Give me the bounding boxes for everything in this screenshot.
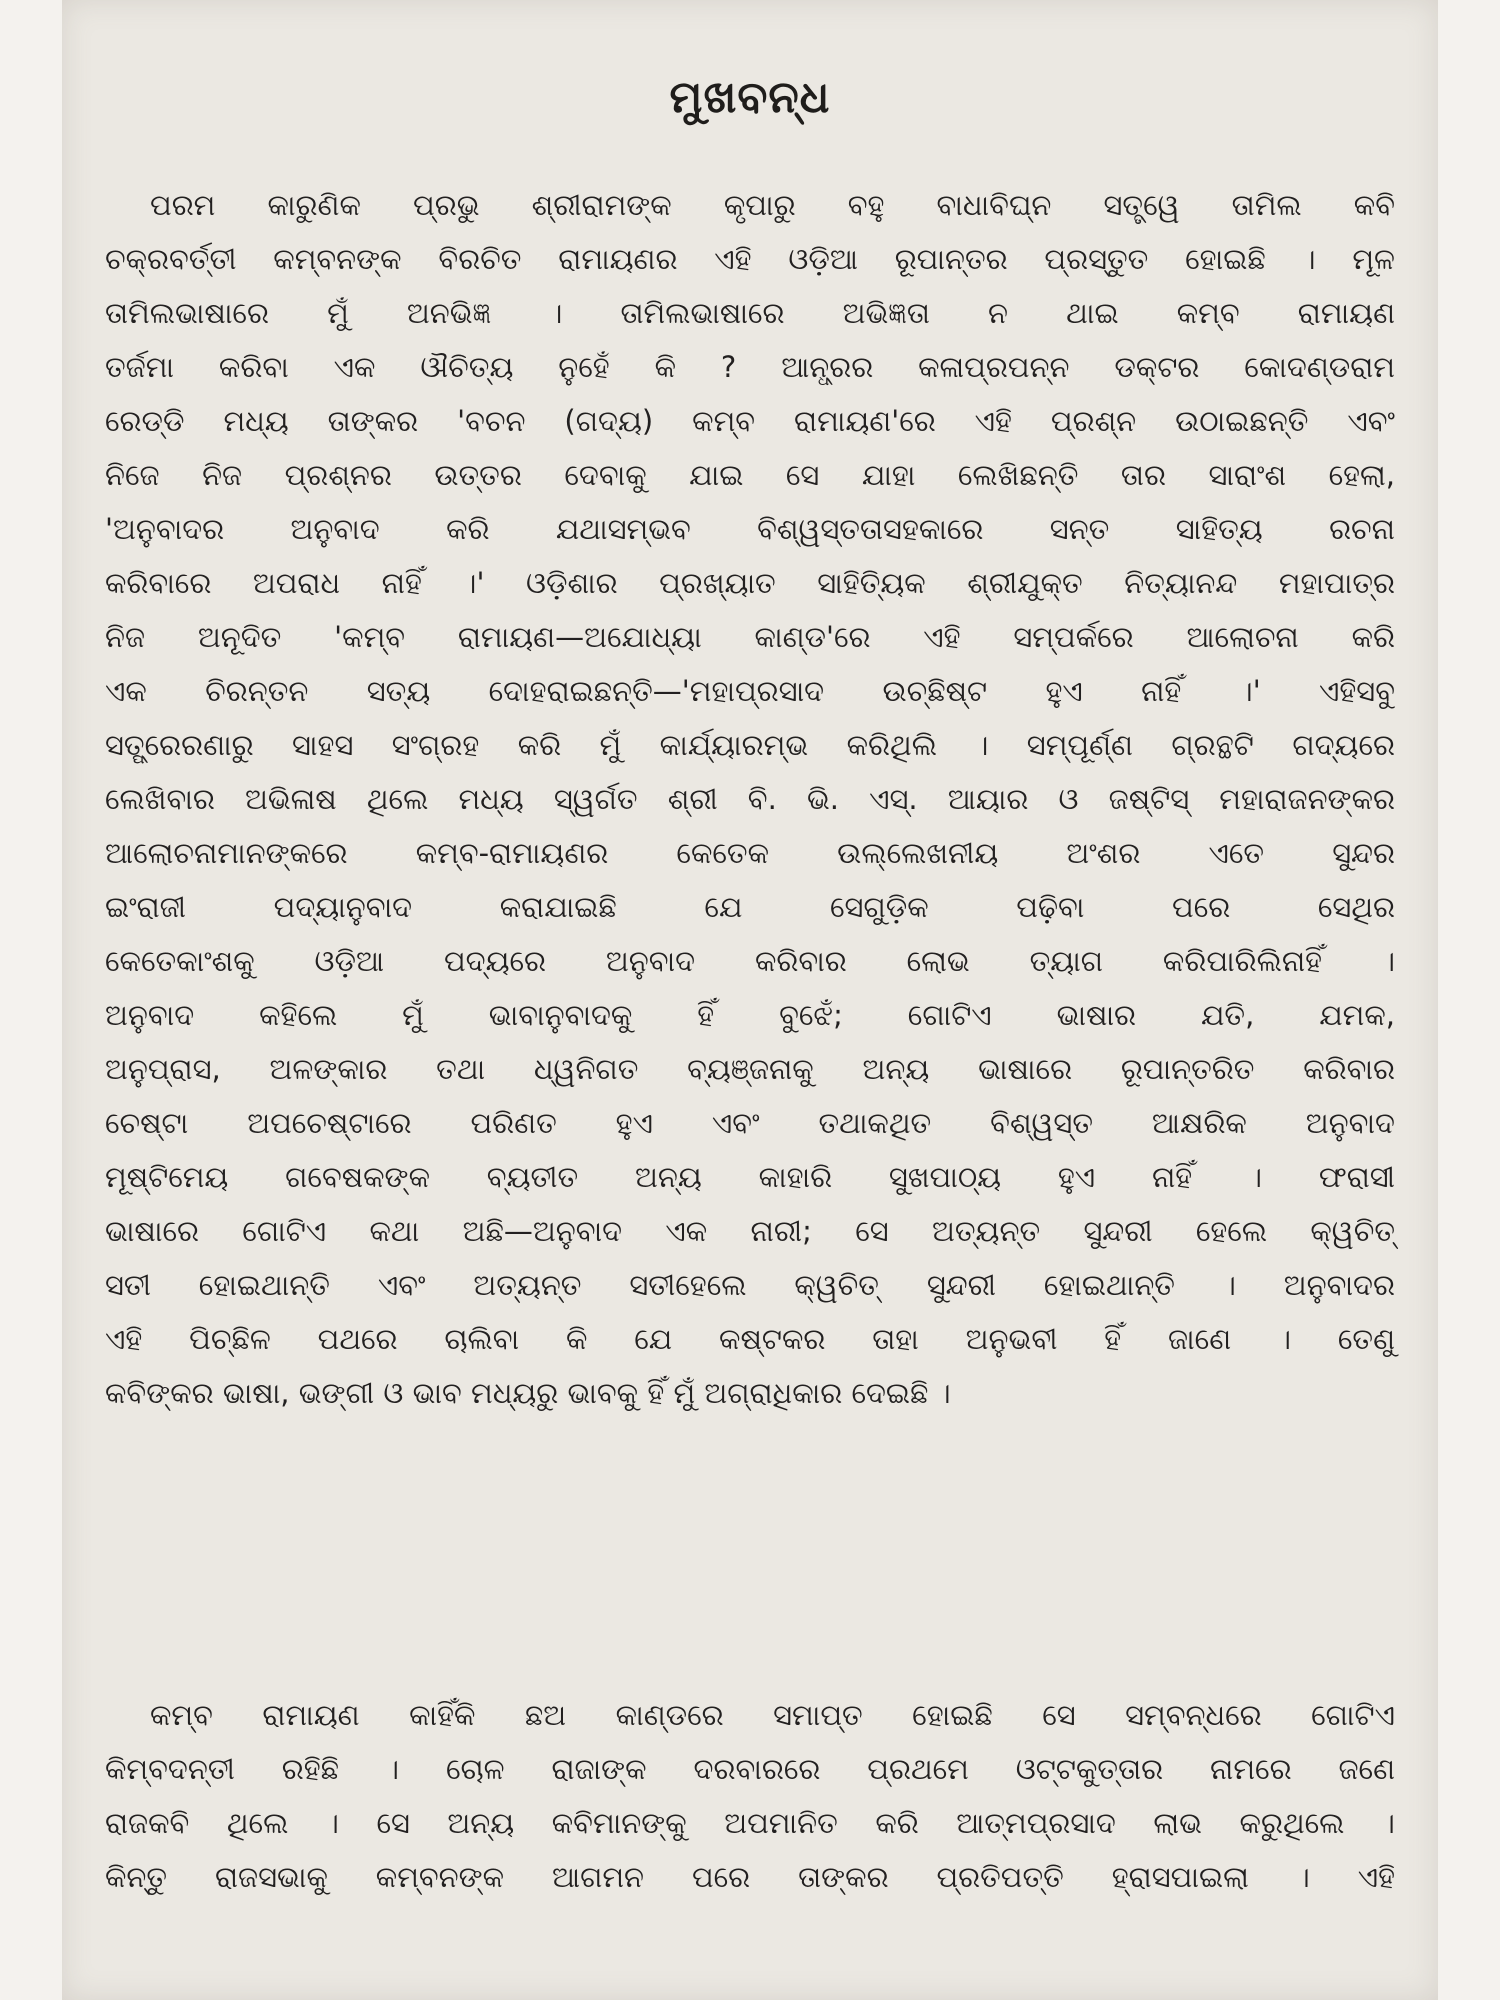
text-line: କରିବାରେ ଅପରାଧ ନାହିଁ ।' ଓଡ଼ିଶାର ପ୍ରଖ୍ୟାତ ସାହିତ୍ୟିକ ଶ୍ରୀଯୁକ୍ତ ନିତ୍ୟାନନ୍ଦ ମହାପାତ୍ର [105, 566, 1395, 600]
text-line: କିମ୍ବଦନ୍ତୀ ରହିଛି । ଚୋଳ ରାଜାଙ୍କ ଦରବାରରେ ପ୍ରଥମେ ଓଟ୍ଟକୁତ୍ତାର ନାମରେ ଜଣେ [105, 1752, 1395, 1786]
text-line: ସତୀ ହୋଇଥାନ୍ତି ଏବଂ ଅତ୍ୟନ୍ତ ସତୀହେଲେ କ୍ୱଚିତ୍ ସୁନ୍ଦରୀ ହୋଇଥାନ୍ତି । ଅନୁବାଦର [105, 1268, 1395, 1302]
text-line: ପରମ କାରୁଣିକ ପ୍ରଭୁ ଶ୍ରୀରାମଙ୍କ କୃପାରୁ ବହୁ ବାଧାବିଘ୍ନ ସତ୍ତ୍ୱେ ତାମିଲ କବି [150, 188, 1395, 222]
text-line: ଏକ ଚିରନ୍ତନ ସତ୍ୟ ଦୋହରାଇଛନ୍ତି—'ମହାପ୍ରସାଦ ଉଚ୍ଛିଷ୍ଟ ହୁଏ ନାହିଁ ।' ଏହିସବୁ [105, 674, 1395, 708]
text-line: ରେଡ୍ଡି ମଧ୍ୟ ତାଙ୍କର 'ବଚନ (ଗଦ୍ୟ) କମ୍ବ ରାମାୟଣ'ରେ ଏହି ପ୍ରଶ୍ନ ଉଠାଇଛନ୍ତି ଏବଂ [105, 404, 1395, 438]
text-line: ତର୍ଜମା କରିବା ଏକ ଔଚିତ୍ୟ ନୁହେଁ କି ? ଆନ୍ଧ୍ରର କଳାପ୍ରପନ୍ନ ଡକ୍ଟର କୋଦଣ୍ଡରାମ [105, 350, 1395, 384]
text-line: ଭାଷାରେ ଗୋଟିଏ କଥା ଅଛି—ଅନୁବାଦ ଏକ ନାରୀ; ସେ ଅତ୍ୟନ୍ତ ସୁନ୍ଦରୀ ହେଲେ କ୍ୱଚିତ୍ [105, 1214, 1395, 1248]
text-line: ଆଲୋଚନାମାନଙ୍କରେ କମ୍ବ-ରାମାୟଣର କେତେକ ଉଲ୍ଲେଖନୀୟ ଅଂଶର ଏତେ ସୁନ୍ଦର [105, 836, 1395, 870]
text-line: କମ୍ବ ରାମାୟଣ କାହିଁକି ଛଅ କାଣ୍ଡରେ ସମାପ୍ତ ହୋଇଛି ସେ ସମ୍ବନ୍ଧରେ ଗୋଟିଏ [150, 1698, 1395, 1732]
text-line: ଏହି ପିଚ୍ଛିଳ ପଥରେ ଚାଲିବା କି ଯେ କଷ୍ଟକର ତାହା ଅନୁଭବୀ ହିଁ ଜାଣେ । ତେଣୁ [105, 1322, 1395, 1356]
text-line: 'ଅନୁବାଦର ଅନୁବାଦ କରି ଯଥାସମ୍ଭବ ବିଶ୍ୱସ୍ତତାସହକାରେ ସନ୍ତ ସାହିତ୍ୟ ରଚନା [105, 512, 1395, 546]
text-line: କବିଙ୍କର ଭାଷା, ଭଙ୍ଗୀ ଓ ଭାବ ମଧ୍ୟରୁ ଭାବକୁ ହିଁ ମୁଁ ଅଗ୍ରାଧିକାର ଦେଇଛି । [105, 1376, 951, 1410]
text-line: ଅନୁପ୍ରାସ, ଅଳଙ୍କାର ତଥା ଧ୍ୱନିଗତ ବ୍ୟଞ୍ଜନାକୁ ଅନ୍ୟ ଭାଷାରେ ରୂପାନ୍ତରିତ କରିବାର [105, 1052, 1395, 1086]
text-line: ନିଜ ଅନୂଦିତ 'କମ୍ବ ରାମାୟଣ—ଅଯୋଧ୍ୟା କାଣ୍ଡ'ରେ ଏହି ସମ୍ପର୍କରେ ଆଲୋଚନା କରି [105, 620, 1395, 654]
text-line: ସତ୍ପ୍ରେରଣାରୁ ସାହସ ସଂଗ୍ରହ କରି ମୁଁ କାର୍ଯ୍ୟାରମ୍ଭ କରିଥିଲି । ସମ୍ପୂର୍ଣ୍ଣ ଗ୍ରନ୍ଥଟି ଗଦ୍ୟରେ [105, 728, 1395, 762]
text-line: ତାମିଲଭାଷାରେ ମୁଁ ଅନଭିଜ୍ଞ । ତାମିଲଭାଷାରେ ଅଭିଜ୍ଞତା ନ ଥାଇ କମ୍ବ ରାମାୟଣ [105, 296, 1395, 330]
text-line: ନିଜେ ନିଜ ପ୍ରଶ୍ନର ଉତ୍ତର ଦେବାକୁ ଯାଇ ସେ ଯାହା ଲେଖିଛନ୍ତି ତାର ସାରାଂଶ ହେଲା, [105, 458, 1395, 492]
text-line: କିନ୍ତୁ ରାଜସଭାକୁ କମ୍ବନଙ୍କ ଆଗମନ ପରେ ତାଙ୍କର ପ୍ରତିପତ୍ତି ହ୍ରାସପାଇଲା । ଏହି [105, 1860, 1395, 1894]
page-title: ମୁଖବନ୍ଧ [669, 72, 831, 123]
text-line: କେତେକାଂଶକୁ ଓଡ଼ିଆ ପଦ୍ୟରେ ଅନୁବାଦ କରିବାର ଲୋଭ ତ୍ୟାଗ କରିପାରିଲିନାହିଁ । [105, 944, 1395, 978]
text-line: ଅନୁବାଦ କହିଲେ ମୁଁ ଭାବାନୁବାଦକୁ ହିଁ ବୁଝେଁ; ଗୋଟିଏ ଭାଷାର ଯତି, ଯମକ, [105, 998, 1395, 1032]
text-line: ମୂଷ୍ଟିମେୟ ଗବେଷକଙ୍କ ବ୍ୟତୀତ ଅନ୍ୟ କାହାରି ସୁଖପାଠ୍ୟ ହୁଏ ନାହିଁ । ଫରାସୀ [105, 1160, 1395, 1194]
paragraph-1 [105, 178, 1395, 1420]
text-line: ରାଜକବି ଥିଲେ । ସେ ଅନ୍ୟ କବିମାନଙ୍କୁ ଅପମାନିତ କରି ଆତ୍ମପ୍ରସାଦ ଲାଭ କରୁଥିଲେ । [105, 1806, 1395, 1840]
text-line: ଇଂରାଜୀ ପଦ୍ୟାନୁବାଦ କରାଯାଇଛି ଯେ ସେଗୁଡ଼ିକ ପଢ଼ିବା ପରେ ସେଥିର [105, 890, 1395, 924]
text-line: ଚକ୍ରବର୍ତ୍ତୀ କମ୍ବନଙ୍କ ବିରଚିତ ରାମାୟଣର ଏହି ଓଡ଼ିଆ ରୂପାନ୍ତର ପ୍ରସ୍ତୁତ ହୋଇଛି । ମୂଳ [105, 242, 1395, 276]
text-line: ଲେଖିବାର ଅଭିଳାଷ ଥିଲେ ମଧ୍ୟ ସ୍ୱର୍ଗତ ଶ୍ରୀ ବି. ଭି. ଏସ୍. ଆୟାର ଓ ଜଷ୍ଟିସ୍ ମହାରାଜନଙ୍କର [105, 782, 1395, 816]
text-line: ଚେଷ୍ଟା ଅପଚେଷ୍ଟାରେ ପରିଣତ ହୁଏ ଏବଂ ତଥାକଥିତ ବିଶ୍ୱସ୍ତ ଆକ୍ଷରିକ ଅନୁବାଦ [105, 1106, 1395, 1140]
paragraph-2 [105, 1688, 1395, 1904]
